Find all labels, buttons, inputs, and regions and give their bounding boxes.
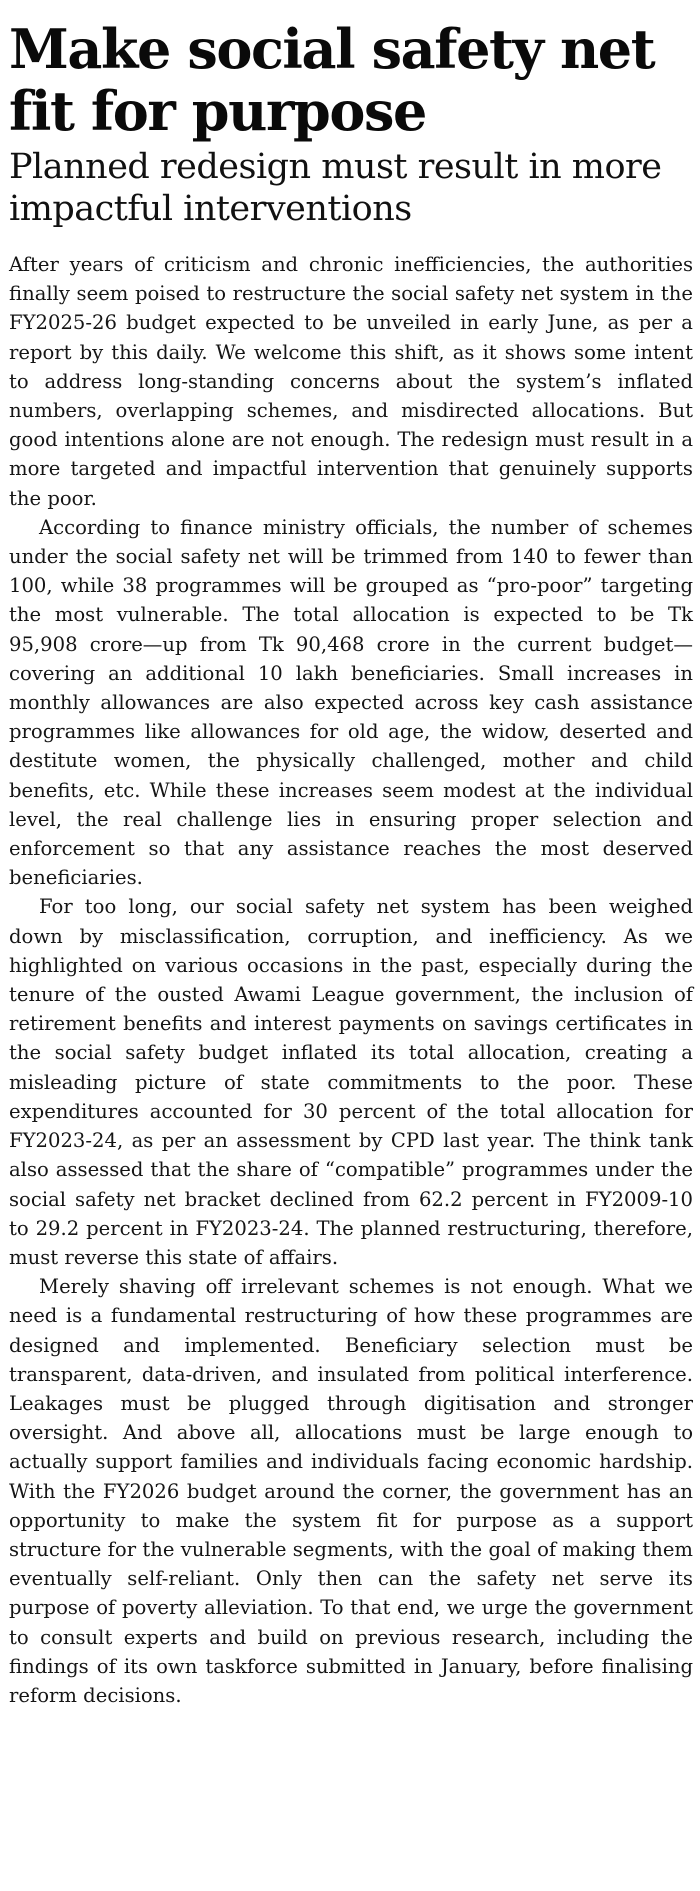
paragraph-2: According to finance ministry officials, the number of schemes under the social safety net will be trimmed from 140 to fewer than 100, while 38 programmes will be grouped as “pro-poor” targeting the most vulnerable. The total allocation is expected to be Tk 95,908 crore—up from Tk 90,468 crore in the current budget—covering an additional 10 lakh beneficiaries. Small increases in monthly allowances are also expected across key cash assistance programmes like allowances for old age, the widow, deserted and destitute women, the physically challenged, mother and child benefits, etc. While these increases seem modest at the individual level, the real challenge lies in ensuring proper selection and enforcement so that any assistance reaches the most deserved beneficiaries. [9,515,693,890]
paragraph-3: For too long, our social safety net system has been weighed down by misclassification, corruption, and inefficiency. As we highlighted on various occasions in the past, especially during the tenure of the ousted Awami League government, the inclusion of retirement benefits and interest payments on savings certificates in the social safety budget inflated its total allocation, creating a misleading picture of state commitments to the poor. These expenditures accounted for 30 percent of the total allocation for FY2023-24, as per an assessment by CPD last year. The think tank also assessed that the share of “compatible” programmes under the social safety net bracket declined from 62.2 percent in FY2009-10 to 29.2 percent in FY2023-24. The planned restructuring, therefore, must reverse this state of affairs. [9,895,693,1269]
paragraph-4: Merely shaving off irrelevant schemes is not enough. What we need is a fundamental restructuring of how these programmes are designed and implemented. Beneficiary selection must be transparent, data-driven, and insulated from political interference. Leakages must be plugged through digitisation and stronger oversight. And above all, allocations must be large enough to actually support families and individuals facing economic hardship. With the FY2026 budget around the corner, the government has an opportunity to make the system fit for purpose as a support structure for the vulnerable segments, with the goal of making them eventually self-reliant. Only then can the safety net serve its purpose of poverty alleviation. To that end, we urge the government to consult experts and build on previous research, including the findings of its own taskforce submitted in January, before finalising reform decisions. [9,1275,693,1707]
headline: Make social safety net fit for purpose [9,17,655,143]
subheadline: Planned redesign must result in more impactful interventions [9,147,662,229]
article-body [9,250,693,1710]
paragraph-1: After years of criticism and chronic inefficiencies, the authorities finally seem poised to restructure the social safety net system in the FY2025-26 budget expected to be unveiled in early June, as per a report by this daily. We welcome this shift, as it shows some intent to address long-standing concerns about the system’s inflated numbers, overlapping schemes, and misdirected allocations. But good intentions alone are not enough. The redesign must result in a more targeted and impactful intervention that genuinely supports the poor. [9,253,693,510]
